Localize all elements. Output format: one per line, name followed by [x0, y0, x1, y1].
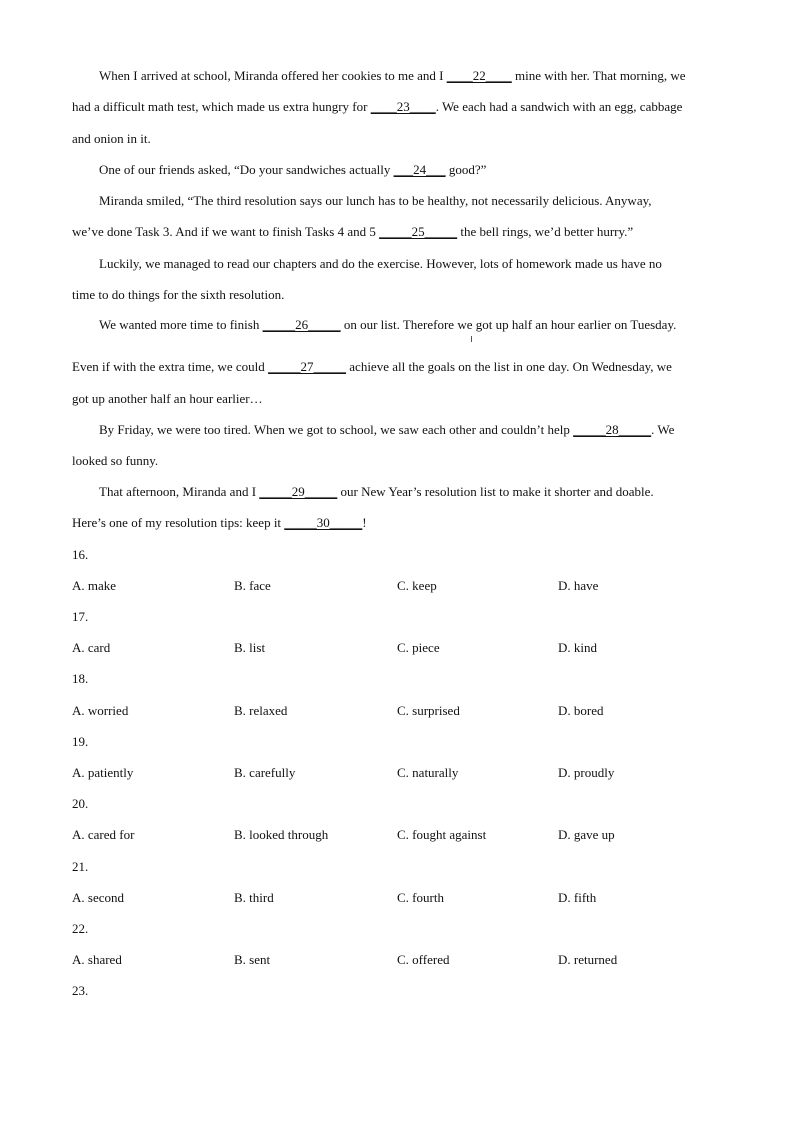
passage-line: Even if with the extra time, we could _____27_____ achieve all the goals on the list in one day. On Wednesday, we — [72, 359, 672, 374]
blank-24: ___24___ — [393, 162, 446, 177]
option-b[interactable]: B. third — [234, 890, 274, 905]
option-d[interactable]: D. fifth — [558, 890, 597, 905]
question-number: 22. — [72, 921, 89, 936]
blank-22: ____22____ — [446, 68, 512, 83]
option-d[interactable]: D. proudly — [558, 765, 615, 780]
option-c[interactable]: C. surprised — [397, 703, 460, 718]
blank-30: _____30_____ — [284, 515, 363, 530]
option-b[interactable]: B. relaxed — [234, 703, 288, 718]
passage-line: we’ve done Task 3. And if we want to finish Tasks 4 and 5 _____25_____ the bell rings, we’d better hurry.” — [72, 224, 634, 239]
passage-line: Here’s one of my resolution tips: keep it _____30_____! — [72, 515, 367, 530]
question-number: 20. — [72, 796, 89, 811]
option-c[interactable]: C. fought against — [397, 827, 487, 842]
question-number: 18. — [72, 671, 89, 686]
option-a[interactable]: A. worried — [72, 703, 129, 718]
passage-line: Miranda smiled, “The third resolution says our lunch has to be healthy, not necessarily delicious. Anyway, — [99, 193, 652, 208]
blank-29: _____29_____ — [259, 484, 338, 499]
option-c[interactable]: C. offered — [397, 952, 450, 967]
blank-28: _____28_____ — [573, 422, 652, 437]
passage-line: got up another half an hour earlier… — [72, 391, 263, 406]
option-a[interactable]: A. make — [72, 578, 117, 593]
option-a[interactable]: A. card — [72, 640, 111, 655]
question-number: 23. — [72, 983, 89, 998]
option-d[interactable]: D. returned — [558, 952, 618, 967]
question-number: 17. — [72, 609, 89, 624]
option-a[interactable]: A. cared for — [72, 827, 135, 842]
blank-25: _____25_____ — [379, 224, 458, 239]
option-a[interactable]: A. shared — [72, 952, 122, 967]
option-d[interactable]: D. bored — [558, 703, 604, 718]
passage-line: looked so funny. — [72, 453, 159, 468]
question-number: 16. — [72, 547, 89, 562]
blank-23: ____23____ — [370, 99, 436, 114]
question-number: 19. — [72, 734, 89, 749]
option-b[interactable]: B. sent — [234, 952, 271, 967]
option-d[interactable]: D. have — [558, 578, 599, 593]
option-a[interactable]: A. second — [72, 890, 124, 905]
option-c[interactable]: C. piece — [397, 640, 440, 655]
passage-line: That afternoon, Miranda and I _____29_____ our New Year’s resolution list to make it shorter and doable. — [99, 484, 654, 499]
question-number: 21. — [72, 859, 89, 874]
option-b[interactable]: B. carefully — [234, 765, 296, 780]
passage-line: By Friday, we were too tired. When we got to school, we saw each other and couldn’t help _____28_____. We — [99, 422, 675, 437]
option-b[interactable]: B. list — [234, 640, 266, 655]
option-d[interactable]: D. kind — [558, 640, 597, 655]
option-c[interactable]: C. fourth — [397, 890, 444, 905]
stray-mark — [471, 336, 472, 342]
option-a[interactable]: A. patiently — [72, 765, 134, 780]
option-b[interactable]: B. looked through — [234, 827, 329, 842]
passage-line: When I arrived at school, Miranda offered her cookies to me and I ____22____ mine with her. That morning, we — [99, 68, 686, 83]
passage-line: Luckily, we managed to read our chapters and do the exercise. However, lots of homework made us have no — [99, 256, 662, 271]
option-c[interactable]: C. naturally — [397, 765, 459, 780]
option-d[interactable]: D. gave up — [558, 827, 615, 842]
passage-line: We wanted more time to finish _____26_____ on our list. Therefore we got up half an hour earlier on Tuesday. — [99, 317, 677, 332]
passage-line: One of our friends asked, “Do your sandwiches actually ___24___ good?” — [99, 162, 487, 177]
option-b[interactable]: B. face — [234, 578, 271, 593]
option-c[interactable]: C. keep — [397, 578, 437, 593]
blank-26: _____26_____ — [262, 317, 341, 332]
blank-27: _____27_____ — [268, 359, 347, 374]
passage-line: time to do things for the sixth resolution. — [72, 287, 285, 302]
passage-line: and onion in it. — [72, 131, 151, 146]
passage-line: had a difficult math test, which made us extra hungry for ____23____. We each had a sandwich with an egg, cabbage — [72, 99, 683, 114]
